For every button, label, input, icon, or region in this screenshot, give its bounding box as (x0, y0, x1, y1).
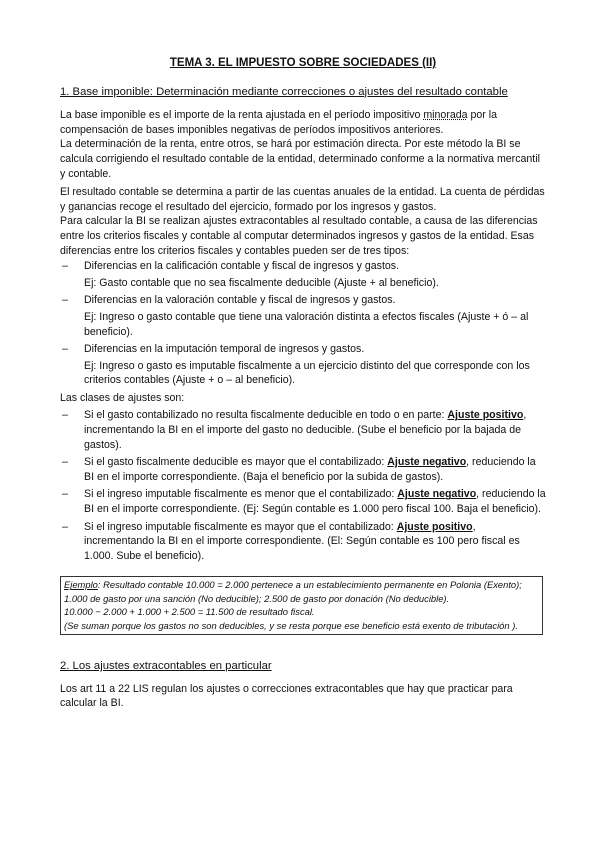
adjustment-type: Ajuste negativo (387, 456, 467, 469)
paragraph-resultado-contable: El resultado contable se determina a partir de las cuentas anuales de la entidad. La cuenta de pérdidas y ganancias recoge el resultado del ejercicio, formado por los ingresos y gastos. (60, 186, 545, 213)
text-run: Si el gasto fiscalmente deducible es mayor que el contabilizado: (84, 456, 388, 469)
list-item: – Diferencias en la valoración contable y fiscal de ingresos y gastos. (60, 293, 546, 308)
adjustment-type: Ajuste positivo (396, 520, 473, 533)
list-item-example: Ej: Ingreso o gasto contable que tiene una valoración distinta a efectos fiscales (Ajuste + ó – al beneficio). (84, 310, 529, 338)
list-item-example: Ej: Gasto contable que no sea fiscalmente deducible (Ajuste + al beneficio). (84, 276, 439, 289)
text-run: La base imponible es el importe de la renta ajustada en el período impositivo (60, 109, 424, 122)
adjustments-list (60, 408, 546, 563)
text-run: , incrementando la BI en el importe correspondiente. (El: Según contable es 100 pero fiscal es 1.000. Sube el beneficio). (84, 520, 520, 562)
list-item-example: Ej: Ingreso o gasto es imputable fiscalmente a un ejercicio distinto del que corresponde con los criterios contables (Ajuste + o – al beneficio). (84, 359, 530, 387)
text-run: , reduciendo la BI en el importe correspondiente. (Ej: Según contable es 1.000 pero fiscal 100. Baja el beneficio). (84, 488, 546, 516)
page-title: TEMA 3. EL IMPUESTO SOBRE SOCIEDADES (II) (169, 57, 437, 69)
paragraph-determinacion: La determinación de la renta, entre otros, se hará por estimación directa. Por este método la BI se calcula corrigiendo el resultado contable de la entidad, determinado conforme a la normativa mercantil y contable. (60, 138, 540, 180)
differences-list (60, 259, 546, 388)
text-run: Si el ingreso imputable fiscalmente es menor que el contabilizado: (84, 488, 398, 501)
adjustment-type: Ajuste positivo (447, 409, 524, 422)
list-item: – Diferencias en la imputación temporal de ingresos y gastos. (60, 342, 546, 357)
paragraph-base-imponible (60, 108, 546, 137)
text-run: Si el ingreso imputable fiscalmente es mayor que el contabilizado: (84, 520, 397, 533)
text-run: por la compensación de bases imponibles negativas de períodos impositivos anteriores. (60, 109, 497, 136)
list-item (60, 520, 546, 564)
example-line: 10.000 − 2.000 + 1.000 + 2.500 = 11.500 de resultado fiscal. (64, 606, 315, 618)
paragraph-articulos: Los art 11 a 22 LIS regulan los ajustes o correcciones extracontables que hay que practicar para calcular la BI. (60, 682, 513, 710)
example-line (64, 578, 538, 605)
document-page (60, 56, 546, 711)
text-run: : Resultado contable 10.000 = 2.000 pertenece a un establecimiento permanente en Polonia (Exento); 1.000 de gasto por una sanción (No deducible); 2.500 de gasto por donación (No deducible). (64, 579, 522, 604)
adjustments-intro: Las clases de ajustes son: (60, 391, 185, 404)
list-item: – Diferencias en la calificación contable y fiscal de ingresos y gastos. (60, 259, 546, 274)
list-item (60, 487, 546, 516)
example-box (60, 576, 543, 635)
text-run: Si el gasto contabilizado no resulta fiscalmente deducible en todo o en parte: (84, 409, 448, 422)
text-run: , incrementando la BI en el importe del gasto no deducible. (Sube el beneficio por la bajada de gastos). (84, 409, 527, 451)
section-1-heading: 1. Base imponible: Determinación mediante correcciones o ajustes del resultado contable (60, 85, 508, 98)
text-run: , reduciendo la BI en el importe correspondiente. (Baja el beneficio por la subida de gastos). (84, 456, 536, 483)
adjustment-type: Ajuste negativo (397, 488, 477, 501)
example-line: (Se suman porque los gastos no son deducibles, y se resta porque ese beneficio está exento de tributación ). (64, 619, 518, 631)
list-item (60, 455, 546, 484)
paragraph-ajustes-extracontables: Para calcular la BI se realizan ajustes extracontables al resultado contable, a causa de las diferencias entre los criterios fiscales y contable al computar determinados ingresos y gastos de la entidad. Esas diferencias entre los criterios fiscales y contables pueden ser de tres tipos: (60, 215, 538, 257)
emphasized-word: minorada (423, 109, 468, 122)
section-2-heading: 2. Los ajustes extracontables en particular (60, 660, 272, 673)
example-label: Ejemplo (64, 579, 98, 591)
list-item (60, 408, 546, 452)
